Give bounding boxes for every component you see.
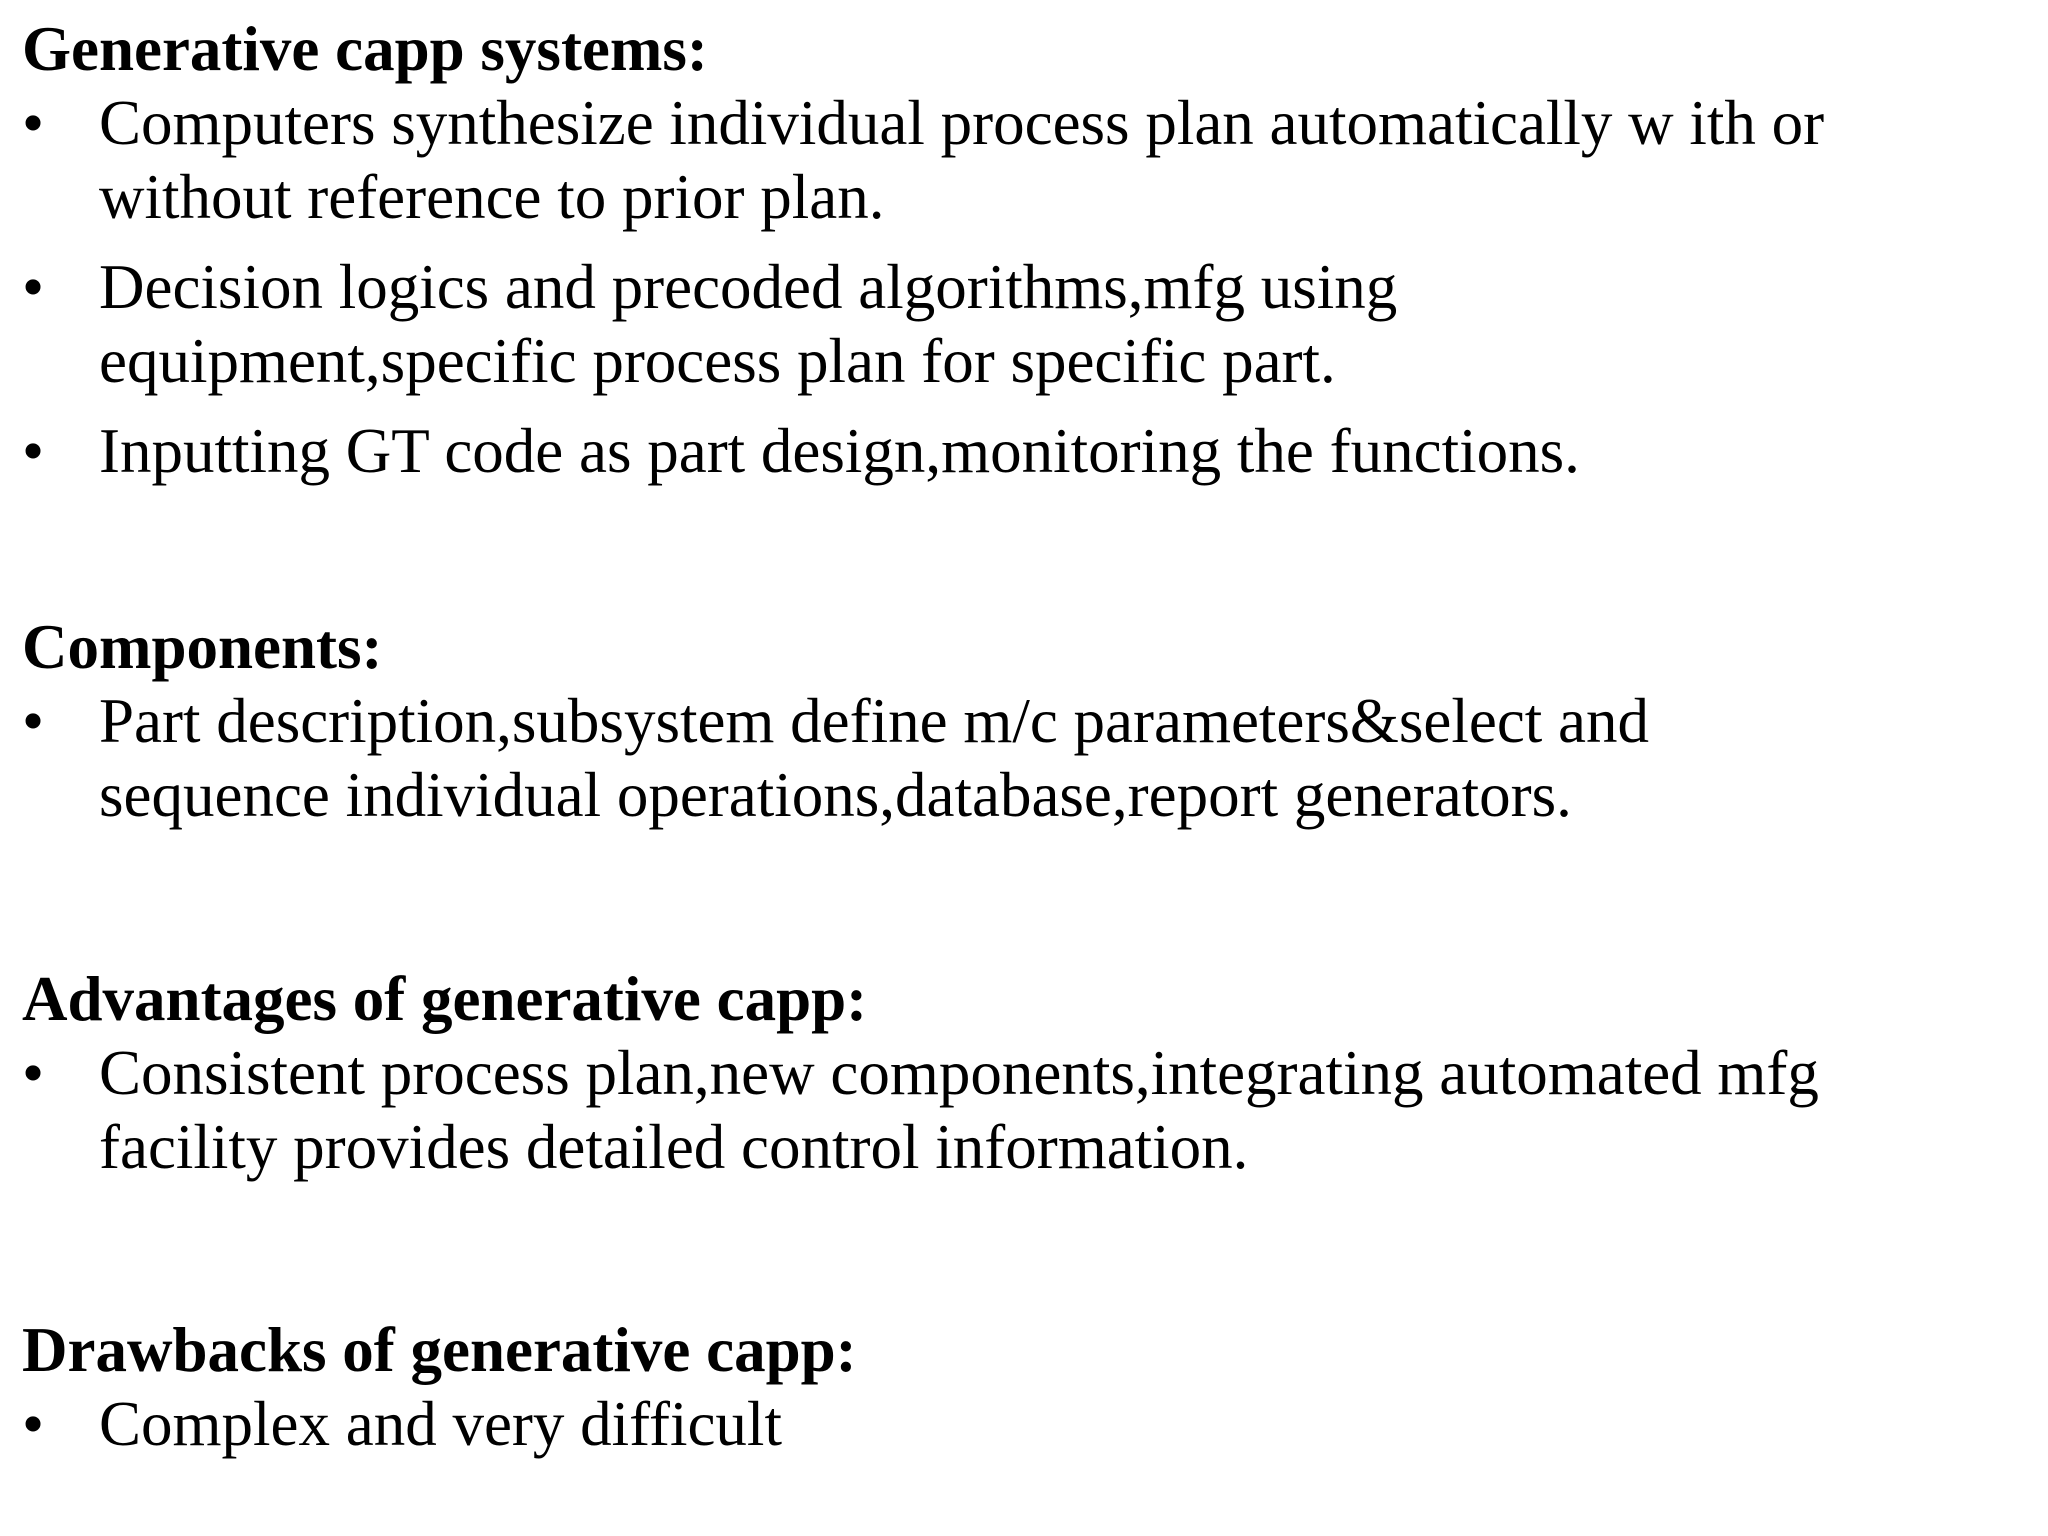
text-line: Consistent process plan,new components,integrating automated mfg bbox=[99, 1038, 1819, 1108]
section-heading: Drawbacks of generative capp: bbox=[22, 1315, 857, 1385]
section-components bbox=[22, 610, 2012, 832]
bullet-icon: • bbox=[22, 1389, 45, 1459]
bullet-list bbox=[22, 1036, 2012, 1184]
text-line: Decision logics and precoded algorithms,mfg using bbox=[99, 252, 1398, 322]
list-item-text bbox=[99, 86, 2012, 234]
section-generative-capp-systems bbox=[22, 12, 2012, 488]
bullet-icon: • bbox=[22, 686, 45, 756]
list-item-text bbox=[99, 1036, 2012, 1184]
section-heading: Advantages of generative capp: bbox=[22, 964, 868, 1034]
section-drawbacks bbox=[22, 1313, 2012, 1461]
section-heading: Components: bbox=[22, 612, 383, 682]
text-line: Inputting GT code as part design,monitoring the functions. bbox=[99, 416, 1580, 486]
list-item bbox=[22, 1387, 2012, 1461]
bullet-list bbox=[22, 86, 2012, 488]
list-item-text bbox=[99, 684, 2012, 832]
text-line: equipment,specific process plan for specific part. bbox=[99, 326, 1336, 396]
bullet-list bbox=[22, 1387, 2012, 1461]
list-item bbox=[22, 86, 2012, 234]
list-item-text bbox=[99, 1387, 2012, 1461]
section-advantages bbox=[22, 962, 2012, 1184]
bullet-icon: • bbox=[22, 252, 45, 322]
list-item bbox=[22, 684, 2012, 832]
text-line: facility provides detailed control information. bbox=[99, 1112, 1249, 1182]
bullet-icon: • bbox=[22, 1038, 45, 1108]
list-item-text bbox=[99, 250, 2012, 398]
text-line: Computers synthesize individual process plan automatically w ith or bbox=[99, 88, 1825, 158]
bullet-icon: • bbox=[22, 88, 45, 158]
text-line: sequence individual operations,database,report generators. bbox=[99, 760, 1572, 830]
section-heading: Generative capp systems: bbox=[22, 14, 708, 84]
list-item-text bbox=[99, 414, 2012, 488]
list-item bbox=[22, 1036, 2012, 1184]
text-line: without reference to prior plan. bbox=[99, 162, 885, 232]
text-line: Part description,subsystem define m/c parameters&select and bbox=[99, 686, 1650, 756]
text-line: Complex and very difficult bbox=[99, 1389, 782, 1459]
list-item bbox=[22, 250, 2012, 398]
bullet-list bbox=[22, 684, 2012, 832]
bullet-icon: • bbox=[22, 416, 45, 486]
list-item bbox=[22, 414, 2012, 488]
